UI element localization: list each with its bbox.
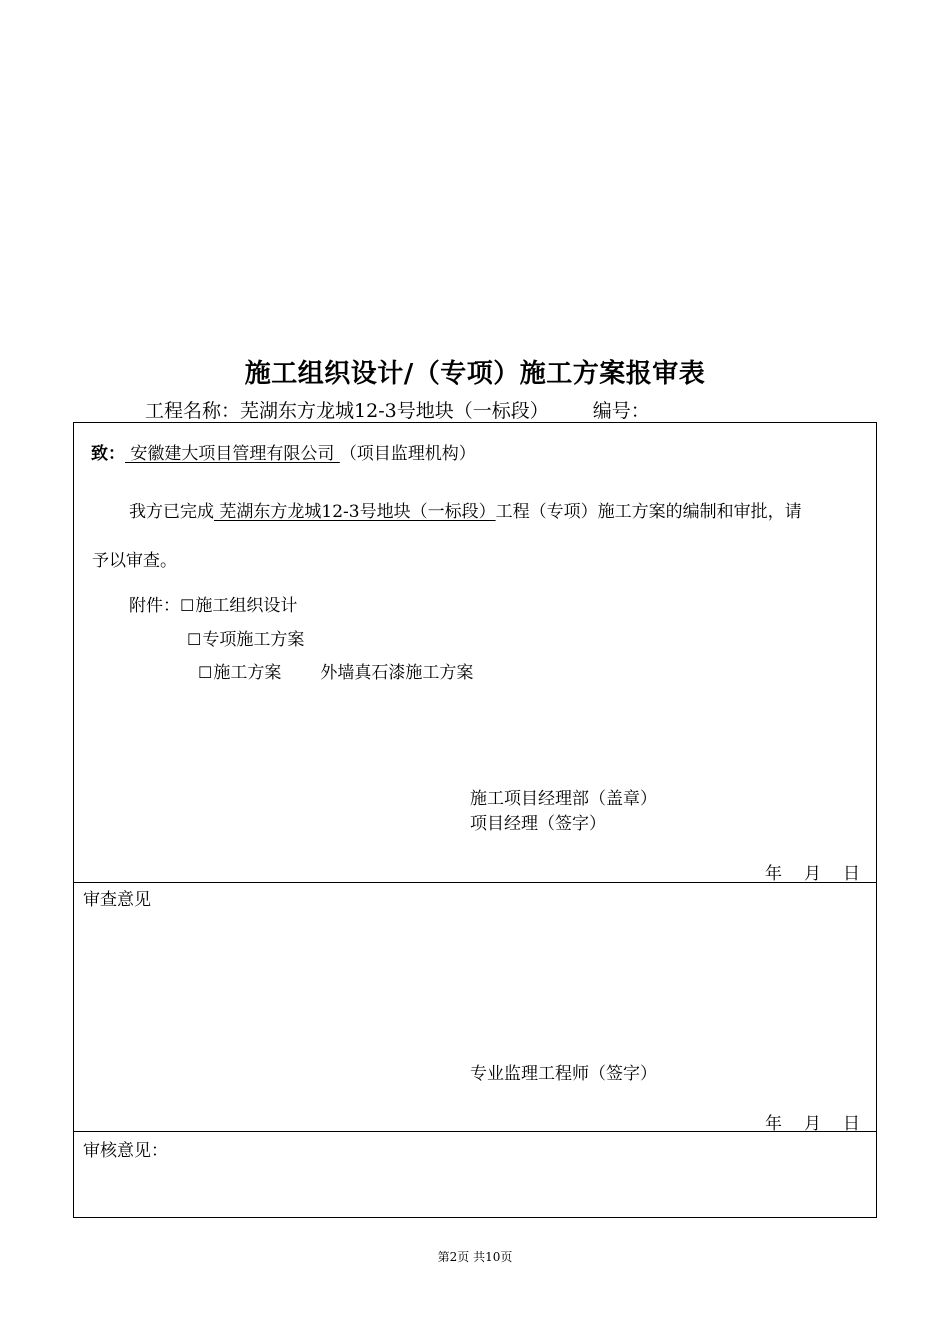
attachment-option-label: 施工方案 <box>213 663 282 683</box>
project-name-value: 芜湖东方龙城12-3号地块（一标段） <box>240 400 549 422</box>
attachment-option-label: 施工组织设计 <box>195 596 298 616</box>
date-day: 日 <box>843 864 860 884</box>
checkbox-icon[interactable]: ☐ <box>187 630 202 649</box>
statement-line-2: 予以审查。 <box>92 551 177 571</box>
statement-project: 芜湖东方龙城12-3号地块（一标段） <box>214 502 496 522</box>
submission-date <box>765 859 860 884</box>
to-label: 致： <box>91 444 125 464</box>
project-manager-signature: 项目经理（签字） <box>470 814 606 834</box>
row-divider-2 <box>73 1131 877 1132</box>
date-month: 月 <box>804 864 821 884</box>
attachment-option-label: 专项施工方案 <box>202 630 305 650</box>
supervisor-signature: 专业监理工程师（签字） <box>470 1064 657 1084</box>
attachment-line-1 <box>129 591 297 616</box>
document-number-label: 编号： <box>592 400 650 422</box>
attachment-line-2 <box>187 625 304 650</box>
contractor-dept-signature: 施工项目经理部（盖章） <box>470 789 657 809</box>
submission-statement <box>129 497 802 522</box>
date-month: 月 <box>804 1114 821 1134</box>
attachment-line-3 <box>198 658 473 683</box>
statement-prefix: 我方已完成 <box>129 502 214 522</box>
checkbox-icon[interactable]: ☐ <box>198 663 213 682</box>
checkbox-icon[interactable]: ☐ <box>180 596 195 615</box>
page-footer: 第2页 共10页 <box>437 1250 513 1264</box>
statement-suffix: 工程（专项）施工方案的编制和审批，请 <box>495 502 802 522</box>
project-info-line <box>145 396 650 423</box>
audit-opinion-label: 审核意见： <box>83 1141 168 1161</box>
review-date <box>765 1109 860 1134</box>
recipient-line <box>91 439 476 464</box>
document-title: 施工组织设计/（专项）施工方案报审表 <box>244 359 706 389</box>
date-year: 年 <box>765 864 782 884</box>
date-day: 日 <box>843 1114 860 1134</box>
project-name-label: 工程名称： <box>145 400 241 422</box>
date-year: 年 <box>765 1114 782 1134</box>
review-opinion-label: 审查意见 <box>83 890 151 910</box>
plan-name: 外墙真石漆施工方案 <box>320 663 474 683</box>
attachments-label: 附件： <box>129 596 180 616</box>
recipient-name: 安徽建大项目管理有限公司 <box>125 444 340 464</box>
row-divider-1 <box>73 882 877 883</box>
recipient-suffix: （项目监理机构） <box>339 444 476 464</box>
